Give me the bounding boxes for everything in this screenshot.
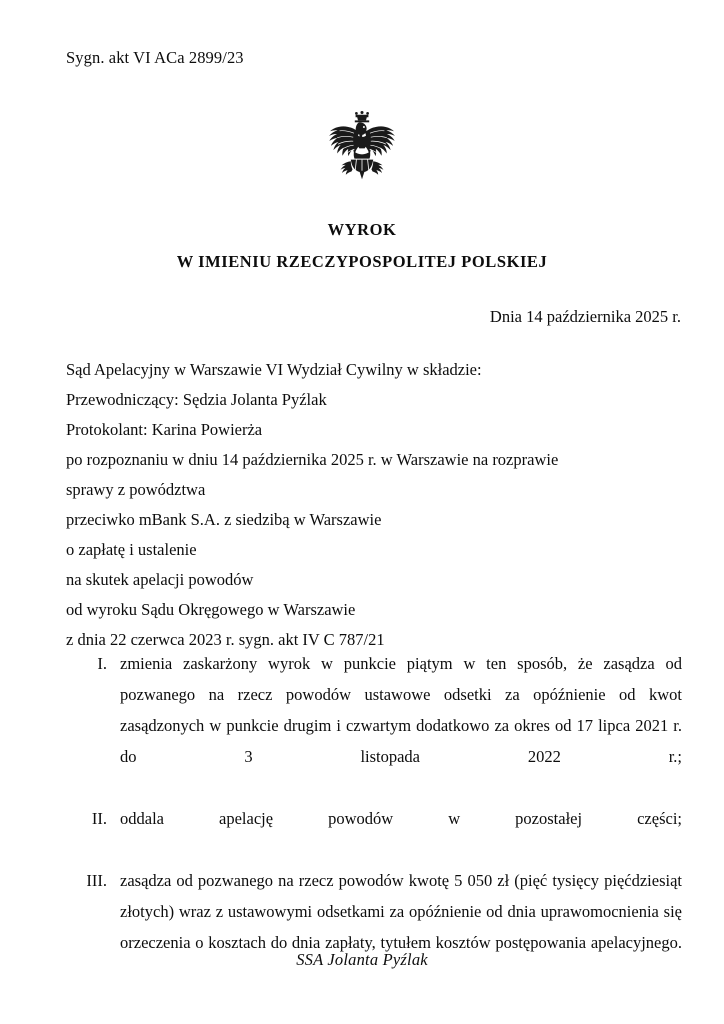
ruling-item xyxy=(66,803,682,865)
case-signature: Sygn. akt VI ACa 2899/23 xyxy=(66,48,244,67)
emblem-container xyxy=(0,110,724,194)
judge-signature: SSA Jolanta Pyźlak xyxy=(296,950,428,969)
polish-eagle-icon xyxy=(322,110,402,194)
preamble-line: po rozpoznaniu w dniu 14 października 2025 r. w Warszawie na rozprawie xyxy=(66,450,559,469)
preamble-line-recorder: Protokolant: Karina Powierża xyxy=(66,420,263,439)
preamble-line: na skutek apelacji powodów xyxy=(66,570,254,589)
preamble-line: od wyroku Sądu Okręgowego w Warszawie xyxy=(66,600,356,619)
ruling-item xyxy=(66,865,682,989)
preamble-line-defendant: przeciwko mBank S.A. z siedzibą w Warszawie xyxy=(66,510,382,529)
preamble-line: o zapłatę i ustalenie xyxy=(66,540,197,559)
ruling-text: zasądza od pozwanego na rzecz powodów kwotę 5 050 zł (pięć tysięcy pięćdziesiąt złotych) wraz z ustawowymi odsetkami za opóźnienie od dnia uprawomocnienia się orzeczenia o kosztach do dnia zapłaty, tytułem kosztów postępowania apelacyjnego. xyxy=(120,871,682,952)
judgment-title: WYROK xyxy=(327,220,397,239)
preamble-block xyxy=(66,355,684,655)
ruling-list xyxy=(66,648,682,989)
preamble-line: Sąd Apelacyjny w Warszawie VI Wydział Cywilny w składzie: xyxy=(66,360,482,379)
judgment-subtitle: W IMIENIU RZECZYPOSPOLITEJ POLSKIEJ xyxy=(176,251,548,271)
preamble-line: z dnia 22 czerwca 2023 r. sygn. akt IV C 787/21 xyxy=(66,630,385,649)
judgment-date: Dnia 14 października 2025 r. xyxy=(489,307,681,326)
ruling-numeral: II. xyxy=(91,809,107,828)
preamble-line-presiding-judge: Przewodniczący: Sędzia Jolanta Pyźlak xyxy=(66,390,327,409)
ruling-numeral: III. xyxy=(86,871,107,890)
ruling-item xyxy=(66,648,682,803)
judgment-title-block xyxy=(0,222,724,270)
preamble-line: sprawy z powództwa xyxy=(66,480,206,499)
ruling-numeral: I. xyxy=(97,654,107,673)
ruling-text: oddala apelację powodów w pozostałej części; xyxy=(120,809,682,828)
ruling-text: zmienia zaskarżony wyrok w punkcie piątym w ten sposób, że zasądza od pozwanego na rzecz powodów ustawowe odsetki za opóźnienie od kwot zasądzonych w punkcie drugim i czwartym dodatkowo za okres od 17 lipca 2021 r. do 3 listopada 2022 r.; xyxy=(120,654,682,766)
